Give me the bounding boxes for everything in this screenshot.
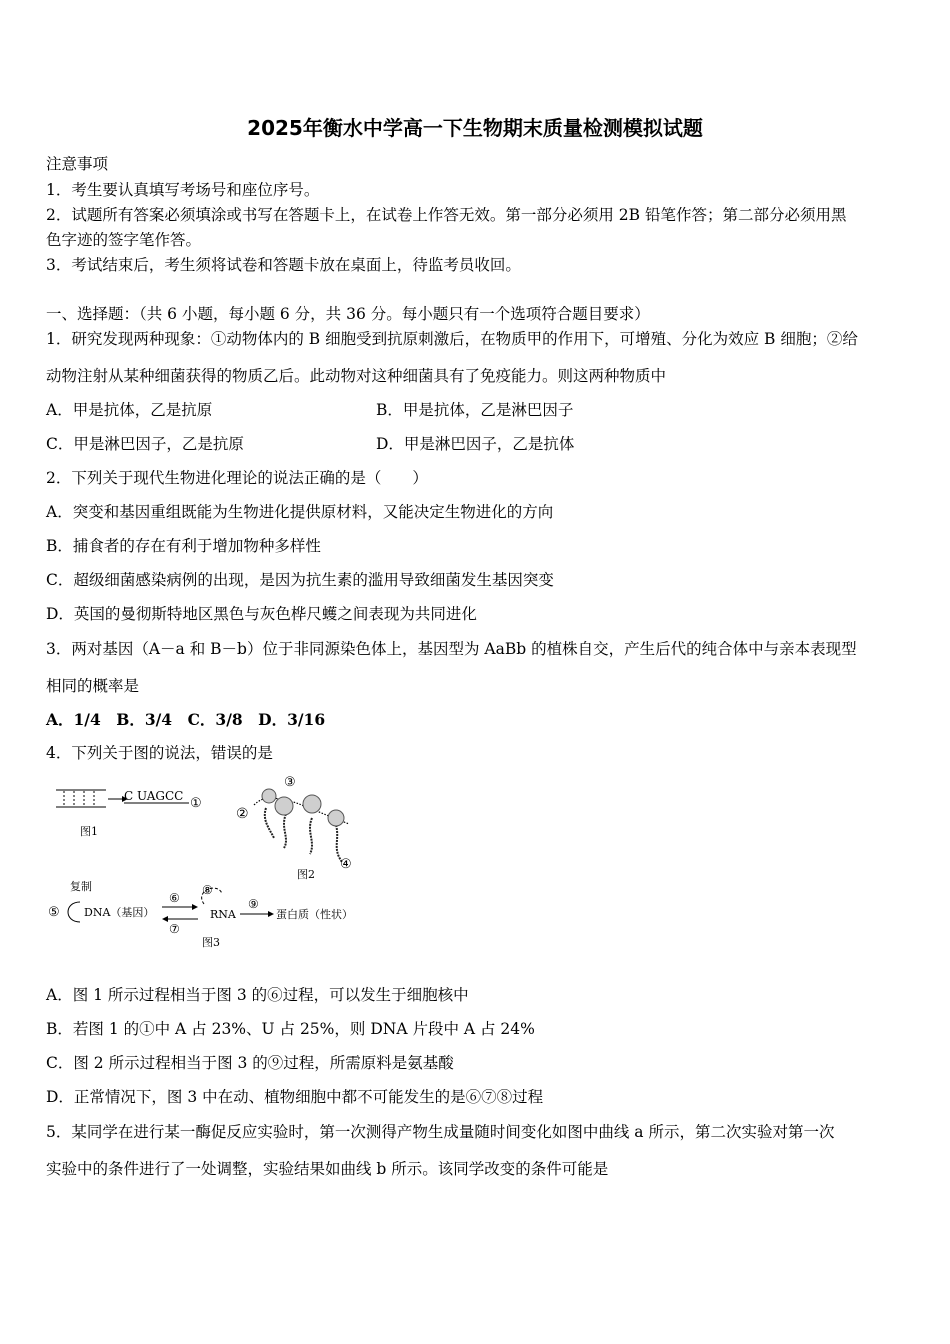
- page-title: 2025年衡水中学高一下生物期末质量检测模拟试题: [247, 116, 703, 140]
- question-5-stem: 实验中的条件进行了一处调整，实验结果如曲线 b 所示。该同学改变的条件可能是: [46, 1160, 609, 1178]
- figure-3-mark: ⑧: [202, 883, 213, 897]
- question-2-option-c: C．超级细菌感染病例的出现，是因为抗生素的滥用导致细菌发生基因突变: [46, 571, 554, 589]
- figure-3-mark: ⑦: [169, 922, 180, 936]
- figure-2-mark: ④: [340, 857, 352, 872]
- figure-3-rna: RNA: [210, 908, 236, 921]
- question-4-figure: [44, 770, 374, 950]
- notice-item: 3．考试结束后，考生须将试卷和答题卡放在桌面上，待监考员收回。: [46, 256, 521, 274]
- ribosome: [275, 797, 293, 815]
- notice-heading: 注意事项: [46, 155, 109, 173]
- figure-1-mark: ①: [190, 796, 202, 811]
- question-4-stem: 4．下列关于图的说法，错误的是: [46, 744, 273, 762]
- question-2-option-d: D．英国的曼彻斯特地区黑色与灰色桦尺蠖之间表现为共同进化: [46, 605, 477, 623]
- question-3-options: A．1/4 B．3/4 C．3/8 D．3/16: [46, 710, 326, 729]
- notice-item: 1．考生要认真填写考场号和座位序号。: [46, 181, 320, 199]
- figure-2-caption: 图2: [297, 868, 315, 881]
- ribosome: [303, 795, 321, 813]
- figure-3-protein: 蛋白质（性状）: [276, 908, 353, 921]
- figure-1-sequence: C UAGCC: [124, 789, 184, 803]
- question-4-option-a: A．图 1 所示过程相当于图 3 的⑥过程，可以发生于细胞核中: [46, 986, 469, 1004]
- figure-3-caption: 图3: [202, 936, 220, 949]
- figure-3-dna: DNA（基因）: [84, 906, 155, 919]
- section-heading: 一、选择题：（共 6 小题，每小题 6 分，共 36 分。每小题只有一个选项符合题目要求）: [46, 305, 650, 323]
- figure-3-mark: ⑨: [248, 897, 259, 911]
- question-3-stem: 相同的概率是: [46, 677, 140, 695]
- figure-2-mark: ②: [236, 806, 249, 822]
- figure-3-mark: ⑥: [169, 891, 180, 905]
- figure-3-mark: ⑤: [48, 905, 60, 920]
- notice-item: 2．试题所有答案必须填涂或书写在答题卡上，在试卷上作答无效。第一部分必须用 2B 铅笔作答；第二部分必须用黑: [46, 206, 847, 224]
- question-2-option-a: A．突变和基因重组既能为生物进化提供原材料，又能决定生物进化的方向: [46, 503, 554, 521]
- question-1-option-a: A．甲是抗体，乙是抗原: [46, 401, 213, 419]
- question-1-stem: 1．研究发现两种现象：①动物体内的 B 细胞受到抗原刺激后，在物质甲的作用下，可增殖、分化为效应 B 细胞；②给: [46, 330, 858, 348]
- figure-1: [56, 789, 202, 838]
- figure-3-replication: 复制: [70, 880, 92, 893]
- notice-item: 色字迹的签字笔作答。: [46, 231, 202, 249]
- question-2-stem: 2．下列关于现代生物进化理论的说法正确的是（ ）: [46, 469, 428, 487]
- question-3-stem: 3．两对基因（A－a 和 B－b）位于非同源染色体上，基因型为 AaBb 的植株自交，产生后代的纯合体中与亲本表现型: [46, 640, 857, 658]
- figure-1-caption: 图1: [80, 825, 98, 838]
- figure-3: [48, 879, 353, 949]
- ribosome: [328, 810, 344, 826]
- figure-2: [236, 775, 352, 881]
- question-4-option-b: B．若图 1 的①中 A 占 23%、U 占 25%，则 DNA 片段中 A 占 24%: [46, 1020, 535, 1038]
- question-1-stem: 动物注射从某种细菌获得的物质乙后。此动物对这种细菌具有了免疫能力。则这两种物质中: [46, 367, 667, 385]
- question-4-option-d: D．正常情况下，图 3 中在动、植物细胞中都不可能发生的是⑥⑦⑧过程: [46, 1088, 544, 1106]
- question-1-option-c: C．甲是淋巴因子，乙是抗原: [46, 435, 244, 453]
- figure-2-mark: ③: [284, 775, 296, 790]
- question-4-option-c: C．图 2 所示过程相当于图 3 的⑨过程，所需原料是氨基酸: [46, 1054, 454, 1072]
- question-2-option-b: B．捕食者的存在有利于增加物种多样性: [46, 537, 321, 555]
- question-1-option-d: D．甲是淋巴因子，乙是抗体: [376, 435, 575, 453]
- question-5-stem: 5．某同学在进行某一酶促反应实验时，第一次测得产物生成量随时间变化如图中曲线 a 所示，第二次实验对第一次: [46, 1123, 835, 1141]
- ribosome: [262, 789, 276, 803]
- question-1-option-b: B．甲是抗体，乙是淋巴因子: [376, 401, 574, 419]
